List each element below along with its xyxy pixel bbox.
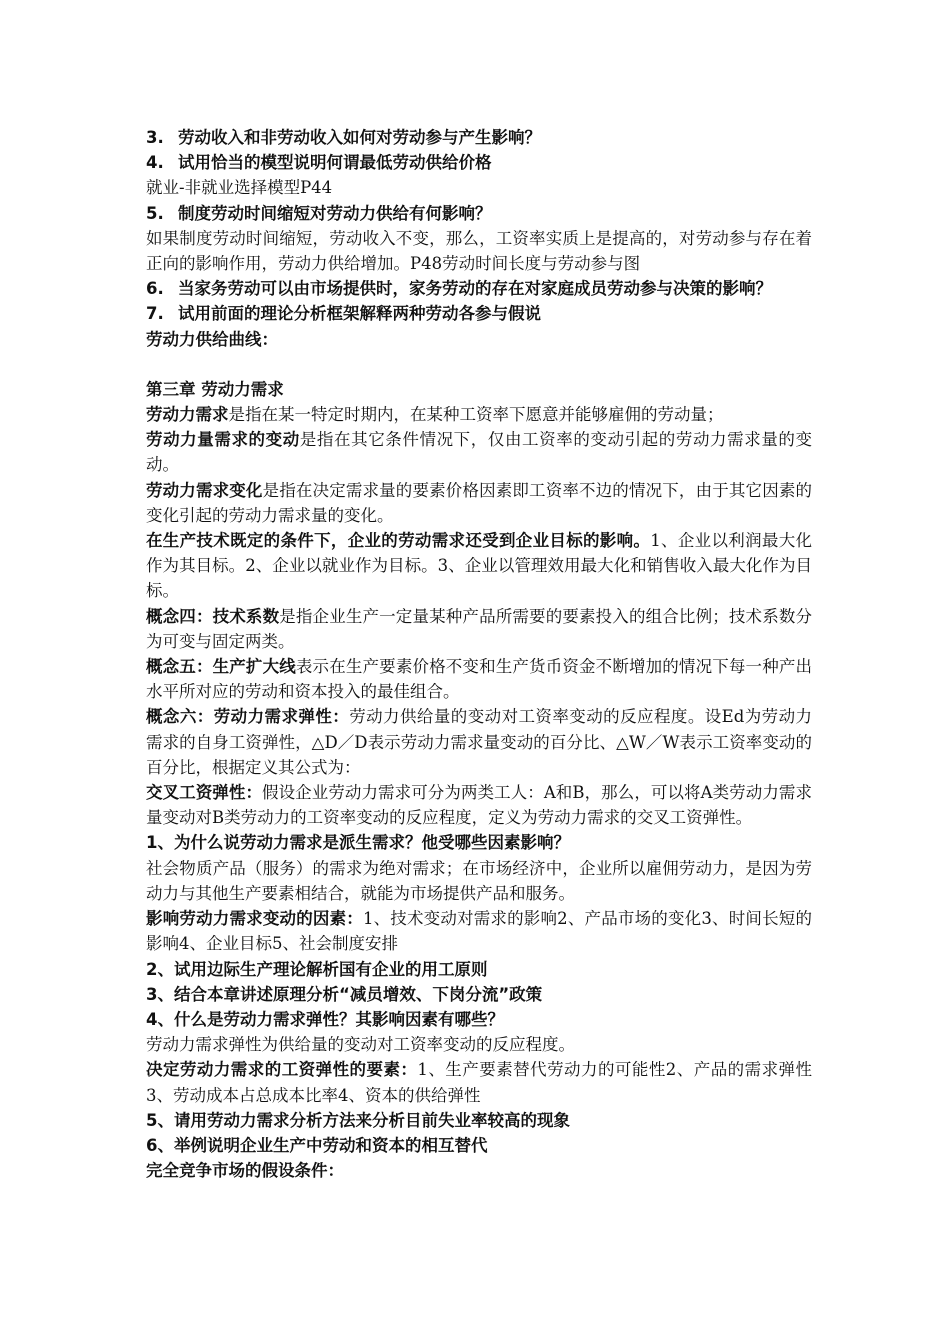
bold-heading: 4、什么是劳动力需求弹性？其影响因素有哪些？ [146,1009,504,1029]
term-lead: 概念六：劳动力需求弹性： [146,707,350,727]
question-text: 制度劳动时间缩短对劳动力供给有何影响？ [178,203,492,223]
definition-paragraph [146,604,812,654]
numbered-question [146,201,812,226]
term-body: 1、企业以利润最大化作为其目标。2、企业以就业作为目标。3、企业以管理效用最大化和销售收入最大化作为目标。 [146,531,813,601]
term-lead: 影响劳动力需求变动的因素： [146,909,363,929]
term-lead: 劳动力需求变化 [146,480,263,500]
definition-paragraph [146,1057,812,1107]
term-lead: 劳动力需求 [146,405,229,425]
term-body: 表示在生产要素价格不变和生产货币资金不断增加的情况下每一种产出水平所对应的劳动和资本投入的最佳组合。 [146,657,813,702]
term-body: 1、生产要素替代劳动力的可能性2、产品的需求弹性3、劳动成本占总成本比率4、资本的供给弹性 [146,1060,813,1105]
term-body: 是指在决定需求量的要素价格因素即工资率不边的情况下，由于其它因素的变化引起的劳动力需求量的变化。 [146,480,813,525]
bold-heading: 6、举例说明企业生产中劳动和资本的相互替代 [146,1135,488,1155]
definition-paragraph [146,528,812,604]
definition-paragraph [146,906,812,956]
term-body: 是指在某一特定时期内，在某种工资率下愿意并能够雇佣的劳动量； [228,405,724,425]
term-body: 是指在其它条件情况下，仅由工资率的变动引起的劳动力需求量的变动。 [146,430,813,475]
definition-paragraph [146,780,812,830]
term-lead: 决定劳动力需求的工资弹性的要素： [146,1060,418,1080]
definition-paragraph [146,704,812,780]
term-lead: 交叉工资弹性： [146,783,263,803]
blank-line [146,352,812,377]
numbered-question [146,150,812,175]
document-page [146,125,812,1183]
definition-paragraph [146,427,812,477]
question-number: 5. [146,203,164,223]
body-paragraph: 劳动力需求弹性为供给量的变动对工资率变动的反应程度。 [146,1035,575,1055]
definition-paragraph [146,478,812,528]
body-paragraph: 如果制度劳动时间缩短，劳动收入不变，那么，工资率实质上是提高的，对劳动参与存在着正向的影响作用，劳动力供给增加。P48劳动时间长度与劳动参与图 [146,228,812,274]
bold-heading: 劳动力供给曲线： [146,329,278,349]
bold-heading: 3、结合本章讲述原理分析“减员增效、下岗分流”政策 [146,984,543,1004]
question-text: 当家务劳动可以由市场提供时，家务劳动的存在对家庭成员劳动参与决策的影响？ [178,279,772,299]
term-body: 是指企业生产一定量某种产品所需要的要素投入的组合比例；技术系数分为可变与固定两类。 [146,606,813,651]
term-body: 1、技术变动对需求的影响2、产品市场的变化3、时间长短的影响4、企业目标5、社会制度安排 [146,909,812,954]
bold-heading: 完全竞争市场的假设条件： [146,1161,344,1181]
term-body: 假设企业劳动力需求可分为两类工人：A和B，那么，可以将A类劳动力需求量变动对B类劳动力的工资率变动的反应程度，定义为劳动力需求的交叉工资弹性。 [146,783,812,828]
question-text: 试用前面的理论分析框架解释两种劳动各参与假说 [178,304,541,324]
term-lead: 在生产技术既定的条件下，企业的劳动需求还受到企业目标的影响。 [146,531,651,551]
question-text: 试用恰当的模型说明何谓最低劳动供给价格 [178,153,492,173]
bold-heading: 2、试用边际生产理论解析国有企业的用工原则 [146,959,488,979]
question-number: 4. [146,153,164,173]
definition-paragraph [146,402,812,427]
question-number: 6. [146,279,164,299]
term-lead: 劳动力量需求的变动 [146,430,300,450]
term-lead: 概念五：生产扩大线 [146,657,296,677]
numbered-question [146,301,812,326]
term-lead: 概念四：技术系数 [146,606,280,626]
body-paragraph: 社会物质产品（服务）的需求为绝对需求；在市场经济中，企业所以雇佣劳动力，是因为劳动力与其他生产要素相结合，就能为市场提供产品和服务。 [146,858,812,903]
bold-heading: 第三章 劳动力需求 [146,379,284,399]
question-text: 劳动收入和非劳动收入如何对劳动参与产生影响？ [178,128,541,147]
numbered-question [146,276,812,301]
numbered-question [146,125,812,150]
definition-paragraph [146,654,812,704]
bold-heading: 5、请用劳动力需求分析方法来分析目前失业率较高的现象 [146,1110,570,1130]
bold-heading: 1、为什么说劳动力需求是派生需求？他受哪些因素影响？ [146,833,570,853]
body-paragraph: 就业-非就业选择模型P44 [146,178,333,198]
term-body: 劳动力供给量的变动对工资率变动的反应程度。设Ed为劳动力需求的自身工资弹性，△D／D表示劳动力需求量变动的百分比、△W／W表示工资率变动的百分比，根据定义其公式为： [146,707,813,777]
question-number: 3. [146,128,164,147]
question-number: 7. [146,304,164,324]
